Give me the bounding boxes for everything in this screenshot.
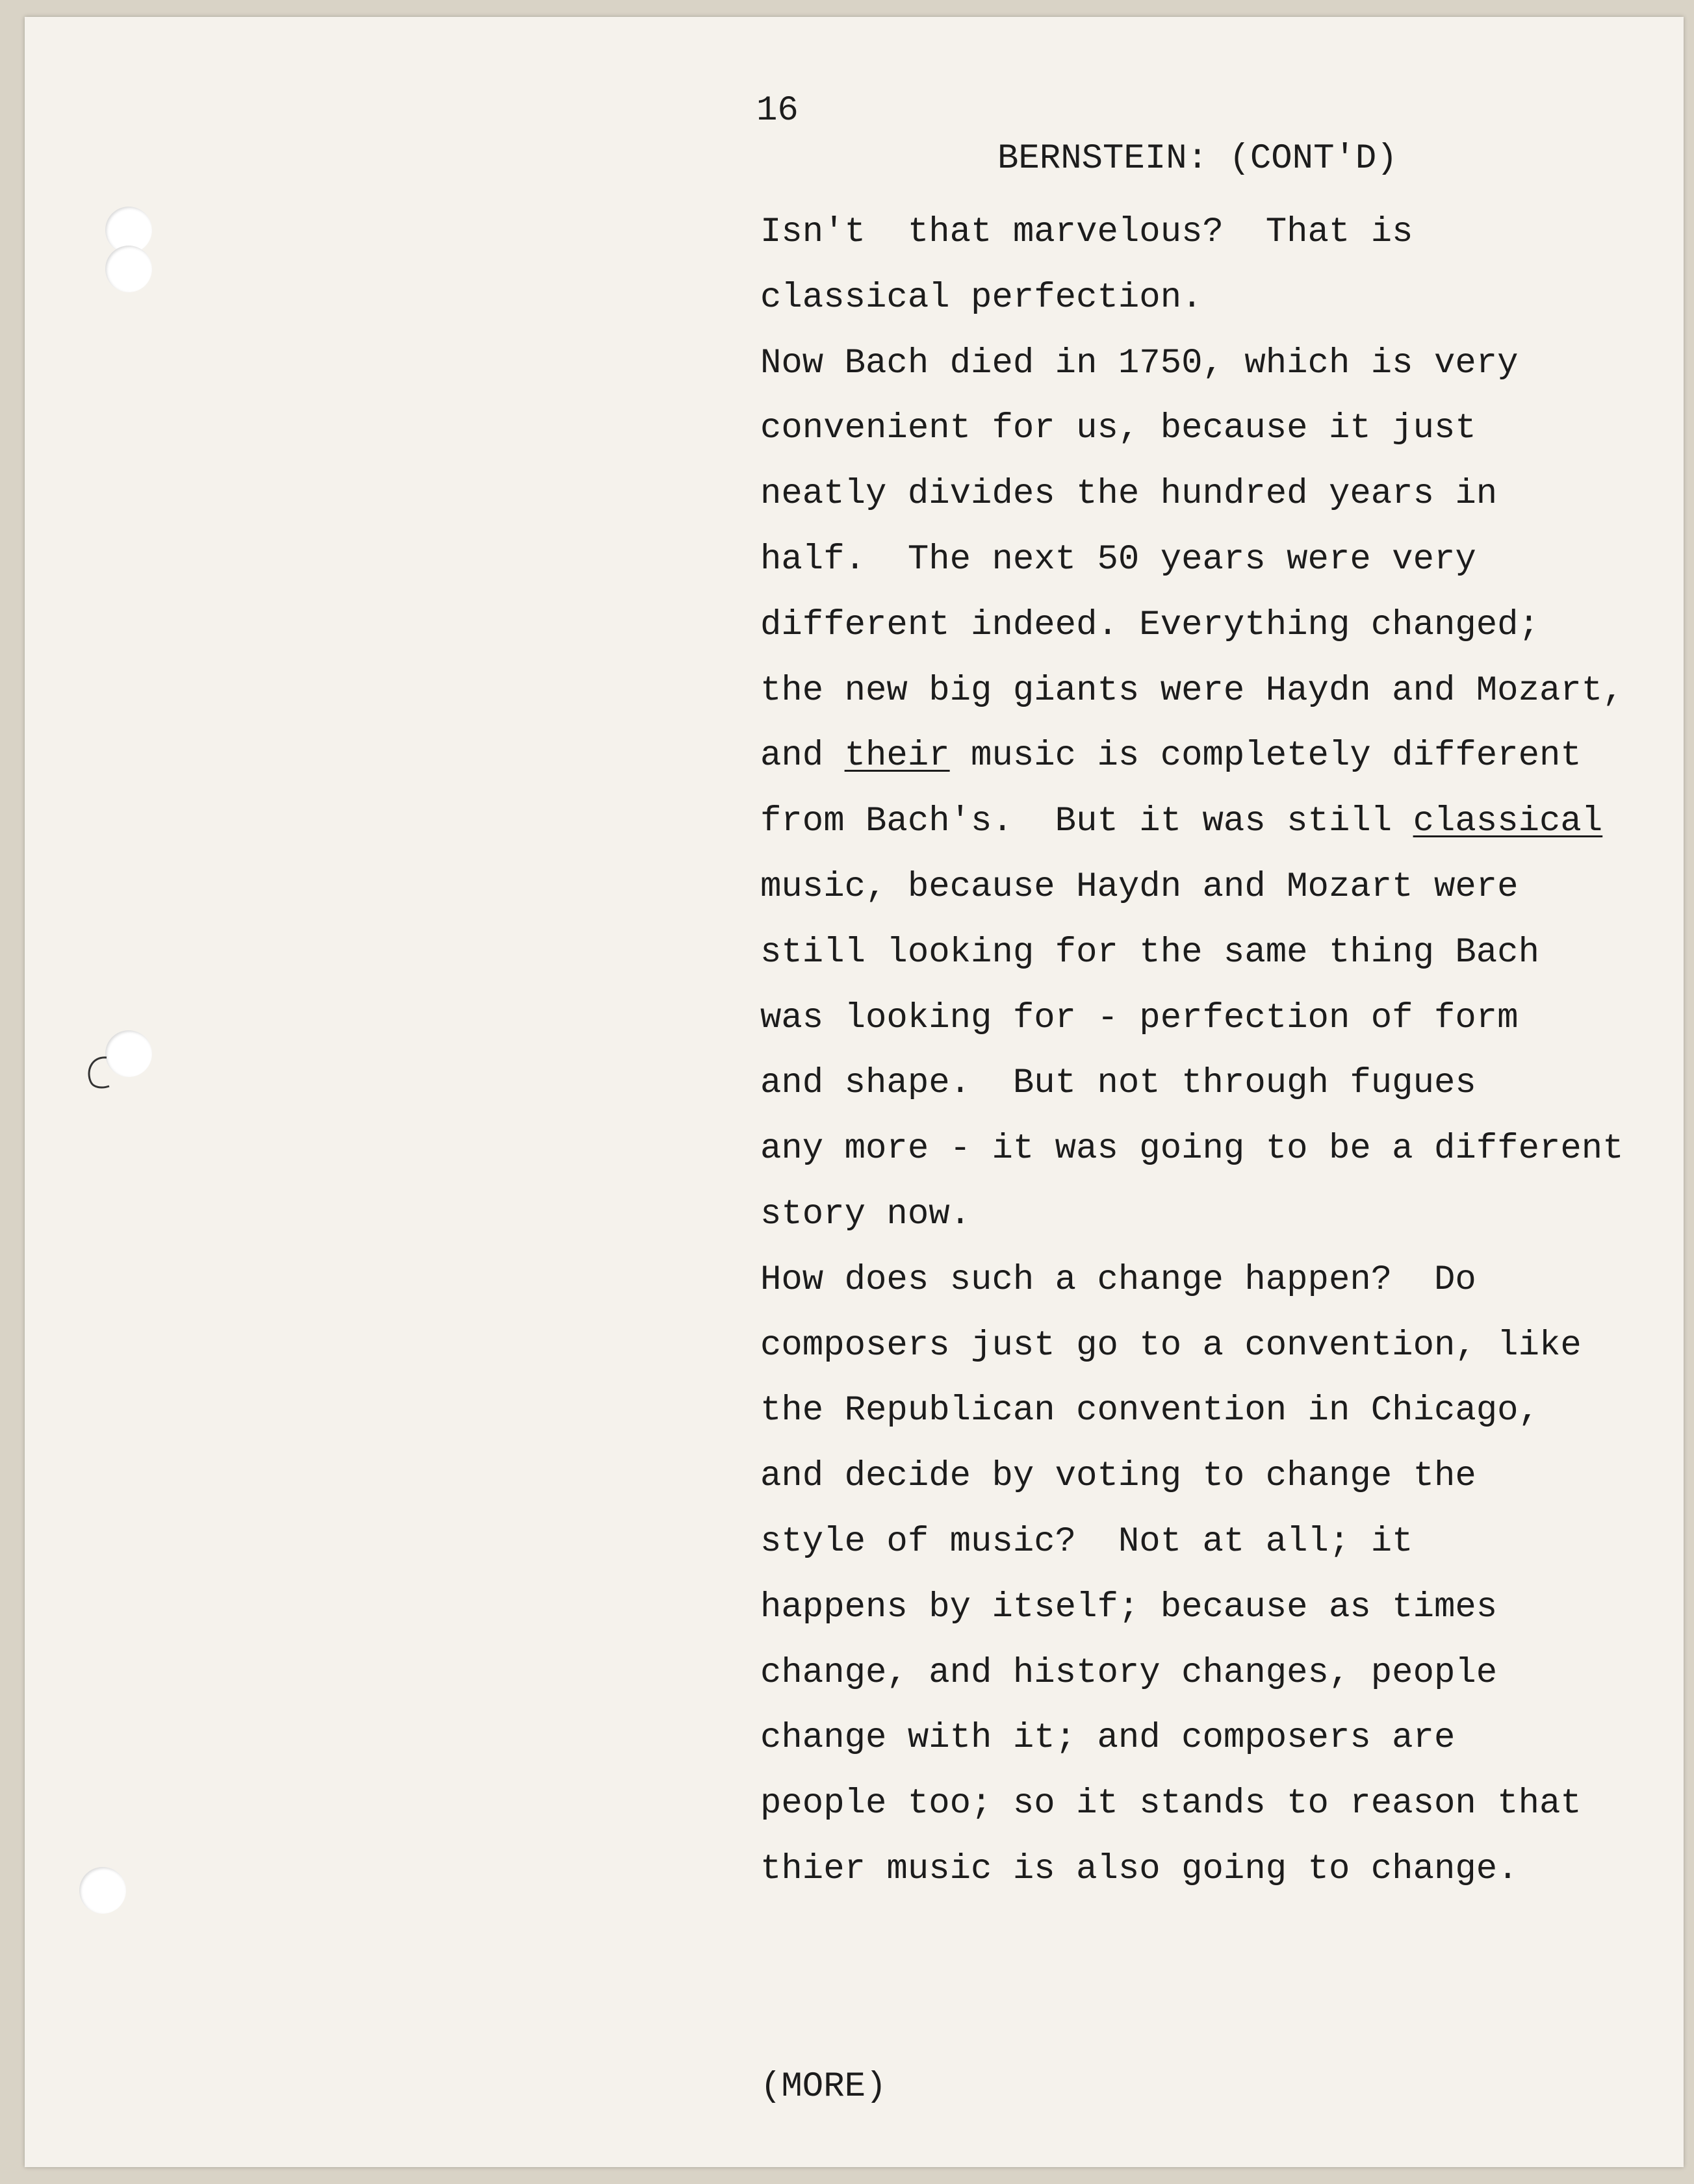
body-line: the Republican convention in Chicago, (760, 1391, 1539, 1431)
body-line: was looking for - perfection of form (760, 998, 1519, 1038)
script-body (760, 200, 1624, 1903)
body-line: the new big giants were Haydn and Mozart, (760, 670, 1624, 711)
body-line: Isn't that marvelous? That is (760, 212, 1413, 252)
binder-hole-middle (105, 1030, 152, 1077)
body-line: and decide by voting to change the (760, 1456, 1476, 1497)
body-line: people too; so it stands to reason that (760, 1784, 1582, 1824)
body-line: Now Bach died in 1750, which is very (760, 343, 1519, 383)
body-line-segment: music is completely different (949, 736, 1582, 776)
body-line: convenient for us, because it just (760, 409, 1476, 449)
binder-hole-bottom (79, 1867, 126, 1914)
more-marker: (MORE) (760, 2067, 887, 2107)
body-line-segment: and (760, 736, 845, 776)
body-line: style of music? Not at all; it (760, 1521, 1413, 1562)
pen-mark (84, 1052, 110, 1091)
body-line: change with it; and composers are (760, 1718, 1456, 1759)
page-number: 16 (756, 91, 799, 131)
underlined-word: their (844, 736, 950, 776)
binder-hole-top-lower (105, 246, 152, 292)
body-line: How does such a change happen? Do (760, 1260, 1476, 1300)
body-line: any more - it was going to be a different (760, 1129, 1624, 1169)
underlined-word: classical (1413, 802, 1603, 842)
body-line: music, because Haydn and Mozart were (760, 867, 1519, 907)
body-line (760, 724, 1605, 789)
body-line: happens by itself; because as times (760, 1587, 1498, 1627)
speaker-heading: BERNSTEIN: (CONT'D) (997, 139, 1398, 179)
body-line: composers just go to a convention, like (760, 1325, 1582, 1365)
body-line: classical perfection. (760, 277, 1203, 318)
body-line (760, 789, 1605, 855)
body-line: thier music is also going to change. (760, 1849, 1519, 1889)
body-line: still looking for the same thing Bach (760, 932, 1539, 972)
body-line: half. The next 50 years were very (760, 539, 1476, 579)
body-line: story now. (760, 1194, 971, 1234)
body-line: change, and history changes, people (760, 1653, 1498, 1693)
body-line: different indeed. Everything changed; (760, 605, 1539, 645)
body-line: neatly divides the hundred years in (760, 474, 1498, 514)
body-line: and shape. But not through fugues (760, 1063, 1476, 1104)
body-line-segment: from Bach's. But it was still (760, 802, 1413, 842)
